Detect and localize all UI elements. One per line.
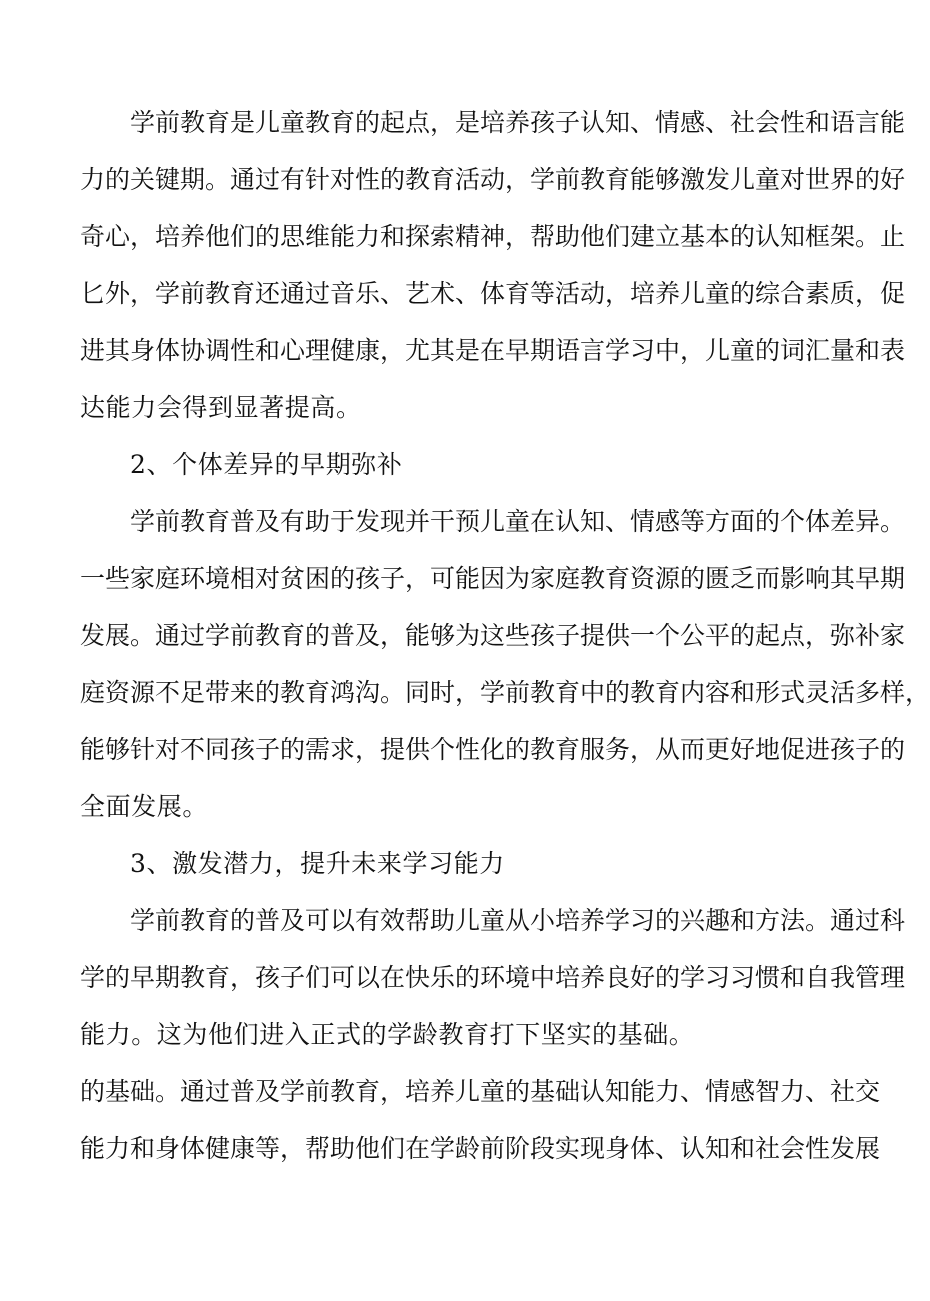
paragraph-1-line-2: 力的关键期。通过有针对性的教育活动，学前教育能够激发儿童对世界的好 xyxy=(80,165,906,194)
paragraph-3-line-1: 学前教育的普及可以有效帮助儿童从小培养学习的兴趣和方法。通过科 xyxy=(130,906,906,935)
paragraph-4-line-2: 能力和身体健康等，帮助他们在学龄前阶段实现身体、认知和社会性发展 xyxy=(80,1134,881,1163)
paragraph-2-line-1: 学前教育普及有助于发现并干预儿童在认知、情感等方面的个体差异。 xyxy=(130,507,906,536)
paragraph-2-line-3: 发展。通过学前教育的普及，能够为这些孩子提供一个公平的起点，弥补家 xyxy=(80,621,906,650)
paragraph-2-line-6: 全面发展。 xyxy=(80,792,209,821)
paragraph-2-line-2: 一些家庭环境相对贫困的孩子，可能因为家庭教育资源的匮乏而影响其早期 xyxy=(80,564,906,593)
paragraph-1-line-3: 奇心，培养他们的思维能力和探索精神，帮助他们建立基本的认知框架。止 xyxy=(80,222,906,251)
section-heading-2: 2、个体差异的早期弥补 xyxy=(130,450,403,479)
paragraph-1-line-1: 学前教育是儿童教育的起点，是培养孩子认知、情感、社会性和语言能 xyxy=(130,108,906,137)
paragraph-1-line-5: 进其身体协调性和心理健康，尤其是在早期语言学习中，儿童的词汇量和表 xyxy=(80,336,906,365)
paragraph-1-line-6: 达能力会得到显著提高。 xyxy=(80,393,362,422)
paragraph-1-line-4: 匕外，学前教育还通过音乐、艺术、体育等活动，培养儿童的综合素质，促 xyxy=(80,279,906,308)
paragraph-3-line-3: 能力。这为他们进入正式的学龄教育打下坚实的基础。 xyxy=(80,1020,695,1049)
paragraph-2-line-4: 庭资源不足带来的教育鸿沟。同时，学前教育中的教育内容和形式灵活多样， xyxy=(80,678,930,707)
paragraph-4-line-1: 的基础。通过普及学前教育，培养儿童的基础认知能力、情感智力、社交 xyxy=(80,1077,881,1106)
paragraph-3-line-2: 学的早期教育，孩子们可以在快乐的环境中培养良好的学习习惯和自我管理 xyxy=(80,963,906,992)
section-heading-3: 3、激发潜力，提升未来学习能力 xyxy=(130,849,505,878)
paragraph-2-line-5: 能够针对不同孩子的需求，提供个性化的教育服务，从而更好地促进孩子的 xyxy=(80,735,906,764)
